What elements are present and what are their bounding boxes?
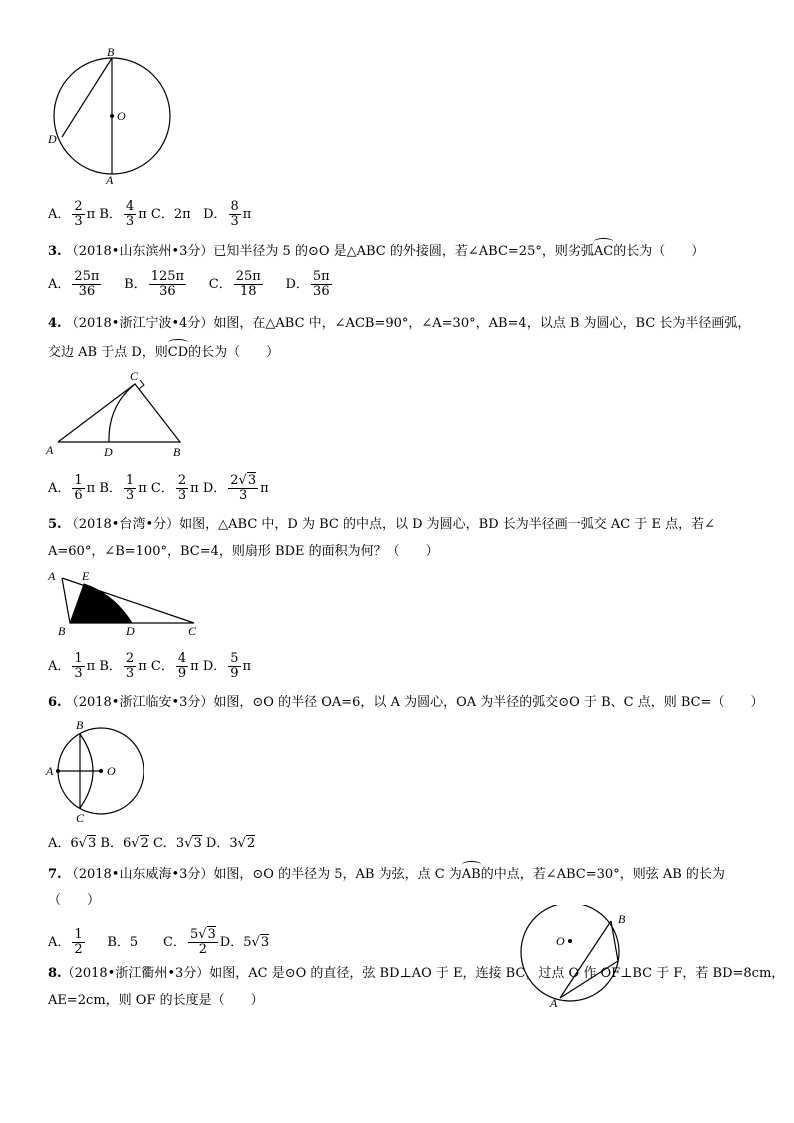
q2-option-c-label: C． <box>150 207 174 222</box>
pi-symbol: π <box>242 659 252 674</box>
q6-label-a: A <box>46 764 54 778</box>
pi-symbol: π <box>138 481 147 496</box>
radicand: 2 <box>140 836 149 851</box>
q7-option-b-value: 5 <box>129 935 139 950</box>
denominator: 3 <box>74 214 83 229</box>
q4-arc-cd-drawing <box>109 384 135 442</box>
denominator: 3 <box>125 488 135 503</box>
q6-option-d-label: D． <box>205 836 230 851</box>
q3-option-b-label: B． <box>124 277 147 292</box>
q4-option-a-label: A． <box>48 481 71 496</box>
pi-symbol: π <box>190 659 199 674</box>
q5-option-c-frac <box>176 652 188 681</box>
q4-right-angle-mark <box>139 380 144 389</box>
radicand: 3 <box>193 836 202 851</box>
numerator: 1 <box>74 651 83 666</box>
q2-option-d-frac <box>229 200 241 229</box>
q2-option-a-frac <box>72 200 84 229</box>
q4-option-b-label: B． <box>99 481 122 496</box>
q3-option-c-label: C． <box>208 277 232 292</box>
pi-symbol: π <box>86 659 96 674</box>
coefficient: 2 <box>230 473 239 488</box>
q7-option-c-frac <box>188 928 218 957</box>
q2-option-b-label: B． <box>99 207 122 222</box>
radicand: 3 <box>87 836 97 851</box>
q5-option-d-label: D． <box>202 659 227 674</box>
numerator: 1 <box>74 473 83 488</box>
q2-figure <box>40 42 180 192</box>
q4-label-b: B <box>173 445 181 459</box>
q3-stem-tail: 的长为（ ） <box>613 244 705 259</box>
q2-option-d-label: D． <box>203 207 227 222</box>
q3-option-a-frac <box>72 270 101 299</box>
denominator: 36 <box>78 284 96 299</box>
pi-symbol: π <box>138 207 147 222</box>
q6-stem <box>48 694 763 712</box>
q4-option-d-label: D． <box>202 481 227 496</box>
q7-stem <box>48 866 725 884</box>
q6-point-a <box>56 769 60 773</box>
q6-label-o: O <box>107 764 116 778</box>
q4-number: 4. <box>48 316 62 331</box>
coefficient: 5 <box>189 927 199 942</box>
denominator: 3 <box>125 666 135 681</box>
q4-arc-cd: CD <box>167 345 189 360</box>
q4-options <box>48 474 269 503</box>
q5-figure <box>44 566 214 642</box>
coefficient: 5 <box>243 935 252 950</box>
q5-options <box>48 652 251 681</box>
q6-center-dot <box>99 769 103 773</box>
q5-option-b-label: B． <box>99 659 122 674</box>
q5-label-e: E <box>82 569 90 583</box>
radicand: 3 <box>260 935 270 950</box>
q5-stem-line1 <box>48 516 715 534</box>
q5-label-d: D <box>126 624 135 638</box>
numerator: 2 <box>177 473 187 488</box>
denominator: 2 <box>74 942 83 957</box>
q4-stem-text-2: 交边 AB 于点 D，则 <box>48 345 168 360</box>
denominator: 6 <box>74 488 83 503</box>
denominator: 3 <box>125 214 135 229</box>
q3-option-a-label: A． <box>48 277 71 292</box>
q7-figure <box>510 905 640 1009</box>
pi-symbol: π <box>86 481 96 496</box>
numerator: 25π <box>235 269 261 284</box>
q7-chord-bc-ca <box>560 921 618 998</box>
coefficient: 6 <box>122 836 132 851</box>
q6-option-c-label: C． <box>152 836 176 851</box>
denominator: 3 <box>177 488 187 503</box>
q6-label-c: C <box>76 811 85 825</box>
q4-label-c: C <box>130 369 139 383</box>
q5-option-a-frac <box>72 652 84 681</box>
q5-number: 5. <box>48 517 62 532</box>
q7-stem-text: （2018•山东威海•3分）如图，⊙O 的半径为 5，AB 为弦，点 C 为 <box>65 867 462 882</box>
q7-label-o: O <box>556 934 565 948</box>
numerator: 5 <box>230 651 239 666</box>
numerator: 5π <box>312 269 330 284</box>
q7-options: A． $\frac{1}{2}$ B．5 C． $\frac{5√3}{2}$ D．5√3 <box>48 927 270 957</box>
q6-options: A．6√3 B．6√2 C．3√3 D．3√2 <box>48 836 256 851</box>
q7-option-b-label: B． <box>107 935 130 950</box>
q7-label-b: B <box>618 912 626 926</box>
q7-option-a-label: A． <box>48 935 71 950</box>
numerator: 2 <box>74 199 83 214</box>
numerator: 1 <box>125 473 135 488</box>
q3-number: 3. <box>48 244 62 259</box>
denominator: 9 <box>177 666 187 681</box>
q3-option-d-frac <box>311 270 332 299</box>
q5-stem-text: （2018•台湾•分）如图，△ABC 中，D 为 BC 的中点，以 D 为圆心，BD 长为半径画一弧交 AC 于 E 点，若∠ <box>65 517 716 532</box>
numerator: 25π <box>74 269 100 284</box>
q2-center-dot <box>110 114 114 118</box>
q7-chord-ab <box>560 921 611 998</box>
q2-label-d: D <box>48 132 57 146</box>
q4-label-a: A <box>46 443 54 457</box>
q4-triangle <box>58 384 180 442</box>
denominator: 9 <box>230 666 239 681</box>
q8-stem-text: （2018•浙江衢州•3分）如图，AC 是⊙O 的直径，弦 BD⊥AO 于 E，连接 BC，过点 O 作 OF⊥BC 于 F，若 BD=8cm， <box>61 966 785 981</box>
coefficient: 6 <box>70 836 79 851</box>
radicand: 3 <box>207 927 216 942</box>
pi-symbol: π <box>260 481 269 496</box>
numerator: 2√3 <box>230 473 257 488</box>
numerator: 125π <box>150 269 185 284</box>
q2-chord-bd <box>62 58 112 137</box>
q7-stem-tail: 的中点，若∠ABC=30°，则弦 AB 的长为 <box>480 867 725 882</box>
denominator: 36 <box>159 284 176 299</box>
numerator: 8 <box>230 199 239 214</box>
q3-stem-text: （2018•山东滨州•3分）已知半径为 5 的⊙O 是△ABC 的外接圆，若∠ABC=25°，则劣弧 <box>65 244 594 259</box>
q6-stem-text: （2018•浙江临安•3分）如图，⊙O 的半径 OA=6，以 A 为圆心，OA 为半径的弧交⊙O 于 B、C 点，则 BC=（ ） <box>65 695 764 710</box>
radicand: 3 <box>247 473 257 488</box>
q5-label-a: A <box>48 569 56 583</box>
q7-number: 7. <box>48 867 62 882</box>
coefficient: 3 <box>175 836 185 851</box>
q5-option-b-frac <box>124 652 136 681</box>
q7-option-a-frac <box>72 928 84 957</box>
q5-label-c: C <box>188 624 197 638</box>
q4-stem-text: （2018•浙江宁波•4分）如图，在△ABC 中，∠ACB=90°，∠A=30°，AB=4，以点 B 为圆心，BC 长为半径画弧， <box>65 316 751 331</box>
denominator: 18 <box>239 284 257 299</box>
numerator: 1 <box>74 927 83 942</box>
pi-symbol: π <box>190 481 199 496</box>
q8-stem-line1 <box>48 965 784 983</box>
q3-stem <box>48 243 704 261</box>
denominator: 3 <box>230 214 239 229</box>
q4-option-d-frac <box>228 474 258 503</box>
q2-label-a: A <box>106 173 114 187</box>
pi-symbol: π <box>138 659 147 674</box>
q3-options <box>48 270 334 299</box>
denominator: 2 <box>198 942 207 957</box>
q7-stem-text-2: （ ） <box>48 893 101 908</box>
q4-option-c-label: C． <box>150 481 174 496</box>
q5-sector-bde <box>70 584 132 623</box>
q6-option-a-label: A． <box>48 836 71 851</box>
q4-figure <box>40 366 200 462</box>
q4-stem-line2 <box>48 344 279 362</box>
numerator: 2 <box>125 651 135 666</box>
pi-symbol: π <box>242 207 252 222</box>
q3-arc-ac: AC <box>593 244 614 259</box>
q7-label-a: A <box>550 996 558 1009</box>
q5-stem-line2 <box>48 543 439 561</box>
q8-stem-line2 <box>48 992 264 1010</box>
q4-option-b-frac <box>124 474 136 503</box>
q5-label-b: B <box>58 624 66 638</box>
q2-label-b: B <box>107 45 115 59</box>
q2-option-c-value: 2π <box>173 207 191 222</box>
q7-arc-ab: AB <box>461 867 481 882</box>
denominator: 3 <box>74 666 83 681</box>
q8-number: 8. <box>48 966 62 981</box>
q6-figure <box>44 714 144 830</box>
numerator: 5√3 <box>189 927 216 942</box>
q4-option-a-frac <box>72 474 84 503</box>
pi-symbol: π <box>86 207 96 222</box>
q2-option-b-frac <box>124 200 136 229</box>
q2-label-o: O <box>117 109 126 123</box>
q2-options <box>48 200 251 229</box>
q3-option-b-frac <box>149 270 186 299</box>
q4-label-d: D <box>104 445 113 459</box>
q7-center-dot <box>568 939 572 943</box>
q5-option-a-label: A． <box>48 659 71 674</box>
q2-option-a-label: A． <box>48 207 71 222</box>
radicand: 2 <box>246 836 256 851</box>
q7-circle <box>521 905 619 1001</box>
q5-option-d-frac <box>228 652 240 681</box>
q5-stem-text-2: A=60°，∠B=100°，BC=4，则扇形 BDE 的面积为何？（ ） <box>48 544 439 559</box>
q3-option-c-frac <box>234 270 263 299</box>
q6-option-b-label: B． <box>100 836 123 851</box>
q6-label-b: B <box>76 718 84 732</box>
numerator: 4 <box>125 199 135 214</box>
coefficient: 3 <box>229 836 238 851</box>
q4-stem-tail: 的长为（ ） <box>188 345 280 360</box>
q4-option-c-frac <box>176 474 188 503</box>
q6-number: 6. <box>48 695 62 710</box>
q5-option-c-label: C． <box>150 659 174 674</box>
q7-option-c-label: C． <box>162 935 186 950</box>
q3-option-d-label: D． <box>285 277 309 292</box>
q4-stem-line1 <box>48 315 750 333</box>
denominator: 36 <box>313 284 330 299</box>
denominator: 3 <box>239 488 248 503</box>
q7-option-d-label: D． <box>219 935 244 950</box>
q8-stem-text-2: AE=2cm，则 OF 的长度是（ ） <box>48 993 264 1008</box>
numerator: 4 <box>177 651 187 666</box>
q7-stem-line2 <box>48 892 100 910</box>
